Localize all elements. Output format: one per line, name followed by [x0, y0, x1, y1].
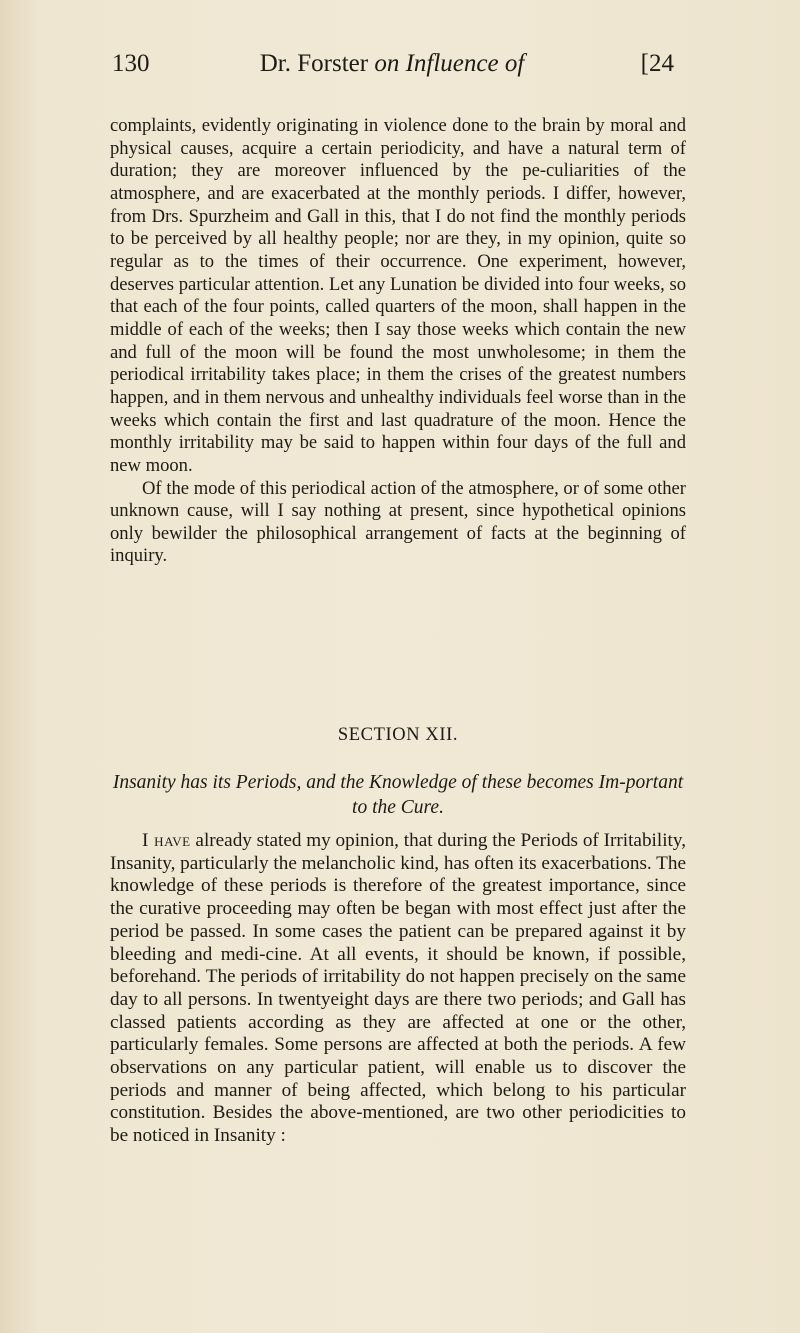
body-text-section: [110, 830, 686, 1148]
header-author: Dr. Forster: [259, 50, 369, 77]
header-title-italic: on Influence of: [374, 50, 525, 77]
body-text-top: [110, 115, 686, 568]
paragraph-3-text: already stated my opinion, that during the Periods of Irritability, Insanity, particularly the melancholic kind, has often its exacerbations. The knowledge of these periods is therefore of the greatest importance, since the curative proceeding may often be began with most effect just after the period be passed. In some cases the patient can be prepared against it by bleeding and medi-cine. At all events, it should be known, if possible, beforehand. The periods of irritability do not happen precisely on the same day to all persons. In twentyeight days are there two periods; and Gall has classed patients according as they are affected at one or the other, particularly females. Some persons are affected at both the periods. A few observations on any particular patient, will enable us to discover the periods and manner of being affected, which belong to his particular constitution. Besides the above-mentioned, are two other periodicities to be noticed in Insanity :: [110, 830, 687, 1147]
paragraph-1: complaints, evidently originating in violence done to the brain by moral and physical causes, acquire a certain periodicity, and have a natural term of duration; they are moreover influenced by the pe-culiarities of the atmosphere, and are exacerbated at the monthly periods. I differ, however, from Drs. Spurzheim and Gall in this, that I do not find the monthly periods to be perceived by all healthy people; nor are they, in my opinion, quite so regular as to the times of their occurrence. One experiment, however, deserves particular attention. Let any Lunation be divided into four weeks, so that each of the four points, called quarters of the moon, shall happen in the middle of each of the weeks; then I say those weeks which contain the new and full of the moon will be found the most unwholesome; in them the periodical irritability takes place; in them the crises of the greatest numbers happen, and in them nervous and unhealthy individuals feel worse than in the weeks which contain the first and last quadrature of the moon. Hence the monthly irritability may be said to happen within four days of the full and new moon.: [110, 115, 686, 476]
paragraph-2: Of the mode of this periodical action of the atmosphere, or of some other unknown cause, will I say nothing at present, since hypothetical opinions only bewilder the philosophical arrangement of facts at the beginning of inquiry.: [110, 477, 686, 567]
running-title: [112, 50, 672, 78]
bracket-reference: [24: [640, 50, 674, 77]
section-heading: SECTION XII.: [337, 725, 459, 745]
paragraph-3: [110, 830, 686, 1148]
section-subheading: Insanity has its Periods, and the Knowledge of these becomes Im-portant to the Cure.: [112, 772, 684, 818]
running-header: [112, 50, 672, 86]
paragraph-3-lead: I have: [142, 830, 191, 851]
page-number: 130: [112, 50, 150, 77]
